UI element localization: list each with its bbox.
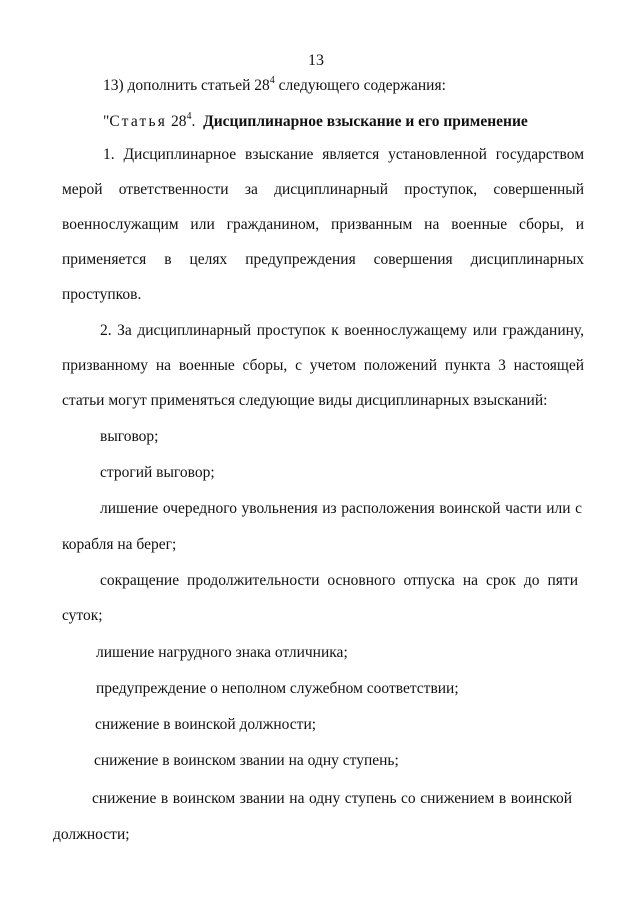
article-heading-title: Дисциплинарное взыскание и его применение <box>203 113 528 130</box>
para1-line4: применяется в целях предупреждения совершения дисциплинарных <box>62 251 584 268</box>
article-heading-quote: " <box>103 113 110 130</box>
intro-superscript: 4 <box>269 74 275 86</box>
para1-line1: 1. Дисциплинарное взыскание является установленной государством <box>103 146 584 163</box>
para1-line2: мерой ответственности за дисциплинарный проступок, совершенный <box>62 181 584 198</box>
intro-text-before: 13) дополнить статьей 28 <box>103 77 270 94</box>
article-heading <box>103 112 528 132</box>
para2-line2: призванному на военные сборы, с учетом положений пункта 3 настоящей <box>62 357 584 374</box>
intro-text-after: следующего содержания: <box>274 77 446 94</box>
list-item-rank-position-line1: снижение в воинском звании на одну ступень со снижением в воинской <box>92 790 572 807</box>
list-item-badge: лишение нагрудного знака отличника; <box>96 644 348 661</box>
list-item-reprimand: выговор; <box>100 428 159 445</box>
para1-line3: военнослужащим или гражданином, призванным на военные сборы, и <box>62 216 584 233</box>
list-item-position: снижение в воинской должности; <box>95 716 317 733</box>
list-item-vacation-line1: сокращение продолжительности основного отпуска на срок до пяти <box>100 572 578 589</box>
list-item-leave-line2: корабля на берег; <box>62 536 177 553</box>
page-number: 13 <box>308 52 324 69</box>
article-heading-superscript: 4 <box>186 110 192 122</box>
article-heading-word: Статья <box>109 113 168 130</box>
para1-line5: проступков. <box>62 286 142 303</box>
para2-line3: статьи могут применяться следующие виды дисциплинарных взысканий: <box>62 392 548 409</box>
list-item-rank-position-line2: должности; <box>53 826 130 843</box>
list-item-rank: снижение в воинском звании на одну ступень; <box>94 752 399 769</box>
list-item-severe-reprimand: строгий выговор; <box>100 464 215 481</box>
list-item-vacation-line2: суток; <box>62 607 103 624</box>
article-heading-dot: . <box>191 113 196 130</box>
para2-line1: 2. За дисциплинарный проступок к военнослужащему или гражданину, <box>100 322 584 339</box>
intro-line <box>103 76 446 96</box>
list-item-warning: предупреждение о неполном служебном соответствии; <box>96 680 459 697</box>
list-item-leave-line1: лишение очередного увольнения из расположения воинской части или с <box>100 500 582 517</box>
article-heading-number: 28 <box>167 113 187 130</box>
